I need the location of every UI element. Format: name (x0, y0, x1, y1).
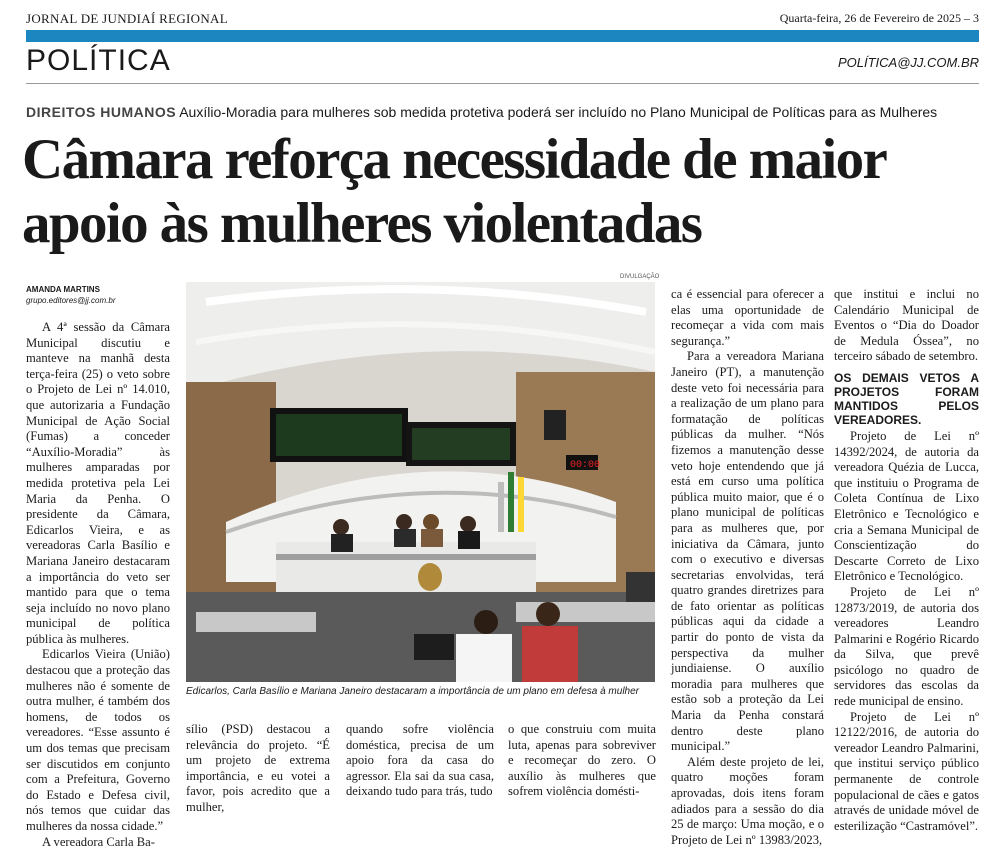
subheading: OS DEMAIS VETOS A PROJETOS FORAM MANTIDOS PELOS VEREADORES. (834, 370, 979, 427)
paragraph: Edicarlos Vieira (União) destacou que a proteção das mulheres não é somente de outra mulher, é também dos homens, de todos os vereadores. “Esse assunto é um dos temas que precisam ser discutidos em conjunto com a Prefeitura, Governo do Estado e Defesa civil, nós temos que cuidar das mulheres da nossa cidade.” (26, 647, 170, 833)
paragraph: Para a vereadora Mariana Janeiro (PT), a manutenção deste veto foi necessária para a realização de um plano para formatação de políticas públicas da mulher. “Nós fizemos a manutenção desse veto hoje entendendo que já está em curso uma política pública muito maior, que é o plano municipal de políticas para as mulheres que, por iniciativa da Câmara, junto com o executivo e diversas secretarias envolvidas, terá quatro grandes diretrizes para de fato orientar as políticas públicas aqui da cidade a partir do ponto de vista da perspectiva da mulher jundiaiense. O auxílio moradia para mulheres que estão sob a proteção da Lei Maria da Penha constará dentro deste plano municipal.” (671, 349, 824, 754)
column-4 (508, 722, 656, 800)
column-1 (26, 320, 170, 850)
paragraph: Além deste projeto de lei, quatro moções foram aprovadas, dois itens foram adiados para a sessão do dia 25 de março: Uma moção, e o Projeto de Lei nº 13983/2023, (671, 754, 824, 847)
paragraph: o que construiu com muita luta, apenas para sobreviver e recomeçar do zero. O auxílio às mulheres que sofrem violência domésti- (508, 722, 656, 799)
date-page: Quarta-feira, 26 de Fevereiro de 2025 – 3 (779, 11, 979, 25)
article-photo (186, 282, 655, 682)
author-name: AMANDA MARTINS (26, 285, 100, 294)
kicker-text: Auxílio-Moradia para mulheres sob medida protetiva poderá ser incluído no Plano Municipal de Políticas para as Mulheres (179, 104, 938, 120)
clock-display: 00:00 (570, 460, 601, 471)
paragraph: quando sofre violência doméstica, precisa de um apoio fora da casa do agressor. Ela sai da sua casa, deixando tudo para trás, tudo (346, 722, 494, 799)
photo-credit: DIVULGAÇÃO (620, 274, 660, 280)
paragraph: ca é essencial para oferecer a elas uma oportunidade de recomeçar a vida com mais segurança.” (671, 287, 824, 348)
paragraph: Projeto de Lei nº 12873/2019, de autoria dos vereadores Leandro Palmarini e Rogério Ricardo da Silva, que prevê psicólogo no quadro de servidores das escolas da rede municipal de ensino. (834, 584, 979, 709)
photo-caption: Edicarlos, Carla Basílio e Mariana Janeiro destacaram a importância de um plano em defesa à mulher (186, 686, 640, 697)
chamber-illustration (186, 282, 655, 682)
paragraph: Projeto de Lei nº 12122/2016, de autoria do vereador Leandro Palmarini, que institui serviço público permanente de controle populacional de cães e gatos através de unidade móvel de esterilização “Castramóvel”. (834, 709, 979, 833)
paragraph: A vereadora Carla Ba- (42, 834, 155, 849)
kicker (26, 104, 937, 120)
kicker-tag: DIREITOS HUMANOS (26, 104, 177, 120)
newspaper-name: JORNAL DE JUNDIAÍ REGIONAL (26, 11, 228, 26)
paragraph: sílio (PSD) destacou a relevância do projeto. “É um projeto de extrema importância, e eu votei a favor, pois acredito que a mulher, (186, 722, 330, 814)
paragraph: Projeto de Lei nº 14392/2024, de autoria da vereadora Quézia de Lucca, que instituiu o Programa de Coleta Contínua de Lixo Eletrônico e Tecnológico e cria a Semana Municipal de Conscientização do Descarte Correto de Lixo Eletrônico e Tecnológico. (834, 428, 979, 584)
column-3 (346, 722, 494, 800)
paragraph: A 4ª sessão da Câmara Municipal discutiu e manteve na manhã desta terça-feira (25) o veto sobre o Projeto de Lei nº 14.010, que autorizaria a Fundação Municipal de Ação Social (Fumas) a conceder “Auxílio-Moradia” às mulheres amparadas por medida protetiva pela Lei Maria da Penha. O presidente da Câmara, Edicarlos Vieira, e as vereadoras Carla Basílio e Mariana Janeiro destacaram a importância do veto ser mantido para que o tema seja incluído no novo plano municipal de política pública às mulheres. (26, 320, 170, 646)
column-6 (834, 287, 979, 834)
header-rule (26, 30, 979, 42)
section-email: POLÍTICA@JJ.COM.BR (837, 55, 979, 70)
paragraph: que institui e inclui no Calendário Municipal de Eventos o “Dia do Doador de Medula Óssea”, no terceiro sábado de setembro. (834, 287, 979, 364)
author-email: grupo.editores@jj.com.br (26, 296, 116, 305)
section-title: POLÍTICA (26, 44, 171, 77)
divider (26, 83, 979, 84)
headline: Câmara reforça necessidade de maior apoio às mulheres violentadas (22, 128, 886, 255)
column-5 (671, 287, 824, 848)
column-2 (186, 722, 330, 816)
